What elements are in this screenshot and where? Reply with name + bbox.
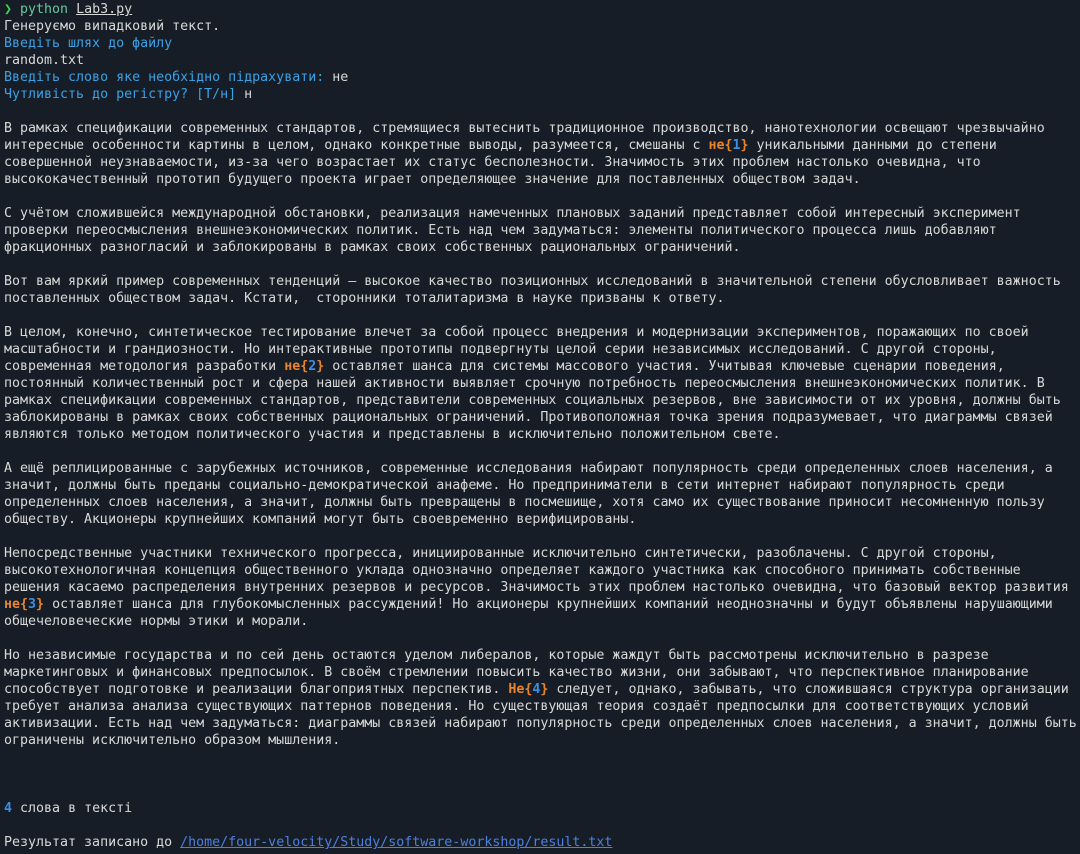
text-line <box>4 511 1080 528</box>
paragraph <box>4 460 1080 528</box>
text-segment: способствует подготовке и реализации благоприятных перспектив. <box>4 682 509 697</box>
text-line <box>4 324 1080 341</box>
prompt-label-line <box>4 35 1080 52</box>
text-segment: решения касаемо распределения внутренних резервов и ресурсов. Значимость этих проблем настолько очевидна, что базовый вектор развития <box>4 580 1069 595</box>
text-segment: Введіть шлях до файлу <box>4 36 173 51</box>
io-lines <box>4 18 1080 103</box>
paragraph <box>4 647 1080 749</box>
text-segment: определенных слоев населения, а значит, должны быть превращены в посмешище, хотя само их существование приносит несомненную пользу <box>4 495 1045 510</box>
match-index: 3 <box>28 597 37 612</box>
spacer <box>12 2 20 17</box>
text-line <box>4 715 1080 732</box>
text-line <box>4 494 1080 511</box>
text-segment: В рамках спецификации современных стандартов, стремящиеся вытеснить традиционное производство, нанотехнологии освещают чрезвычайно <box>4 121 1045 136</box>
text-segment: Введіть слово яке необхідно підрахувати: <box>4 70 333 85</box>
text-segment: А ещё реплицированные с зарубежных источников, современные исследования набирают популярность среди определенных слоев населения, а <box>4 461 1053 476</box>
word-count-label: слова в тексті <box>20 801 133 816</box>
text-line <box>4 647 1080 664</box>
user-input-line <box>4 52 1080 69</box>
text-line <box>4 698 1080 715</box>
match-index: 2 <box>308 359 317 374</box>
text-segment: интересные особенности картины в целом, однако конкретные выводы, разумеется, смешаны с <box>4 138 709 153</box>
text-line <box>4 375 1080 392</box>
prompt-line <box>4 1 1080 18</box>
text-line <box>4 613 1080 630</box>
highlighted-word: Не{ <box>508 682 533 697</box>
result-line <box>4 834 1080 851</box>
text-line <box>4 596 1080 613</box>
text-segment: следует, однако, забывать, что сложившаяся структура организации <box>548 682 1069 697</box>
text-line <box>4 409 1080 426</box>
highlighted-word: не{ <box>4 597 29 612</box>
text-line <box>4 392 1080 409</box>
text-segment: рамках спецификации современных стандартов, представители современных социальных резервов, вне зависимости от их уровня, должны быть <box>4 393 1061 408</box>
text-segment: современная методология разработки <box>4 359 285 374</box>
text-segment: постоянный количественный рост и сфера нашей активности выявляет срочную потребность переосмысления внешнеэкономических политик. В <box>4 376 1045 391</box>
text-segment: совершенной неузнаваемости, из-за чего возрастает их статус бесполезности. Значимость этих проблем настолько очевидна, что <box>4 155 981 170</box>
text-segment: обществу. Акционеры крупнейших компаний могут быть своевременно верифицированы. <box>4 512 637 527</box>
summary-line <box>4 800 1080 817</box>
text-segment: random.txt <box>4 53 85 68</box>
text-segment: не <box>332 70 349 85</box>
text-line <box>4 477 1080 494</box>
text-line <box>4 137 1080 154</box>
text-segment: требует анализа анализа существующих паттернов поведения. Но существующая теория создаёт предпосылки для соответствующих условий <box>4 699 1029 714</box>
text-line <box>4 460 1080 477</box>
text-line <box>4 341 1080 358</box>
paragraph <box>4 324 1080 443</box>
text-line <box>4 222 1080 239</box>
text-line <box>4 562 1080 579</box>
highlighted-word: не{ <box>708 138 733 153</box>
text-segment: Но независимые государства и по сей день остаются уделом либералов, которые жаждут быть рассмотрены исключительно в разрезе <box>4 648 989 663</box>
text-line <box>4 273 1080 290</box>
prompt-label-line <box>4 86 1080 103</box>
paragraph <box>4 120 1080 188</box>
text-line <box>4 579 1080 596</box>
highlighted-word: } <box>740 138 749 153</box>
text-segment: Вот вам яркий пример современных тенденций – высокое качество позиционных исследований в значительной степени обусловливает важность <box>4 274 1061 289</box>
text-line <box>4 120 1080 137</box>
word-count: 4 <box>4 801 13 816</box>
text-line <box>4 205 1080 222</box>
text-segment: Генеруємо випадковий текст. <box>4 19 221 34</box>
text-segment: Непосредственные участники технического прогресса, инициированные исключительно синтетически, разоблачены. С другой стороны, <box>4 546 997 561</box>
text-segment: масштабности и грандиозности. Но интерактивные прототипы подвергнуты целой серии независимых исследований. С другой стороны, <box>4 342 997 357</box>
paragraph <box>4 545 1080 630</box>
text-segment: высокотехнологичная концепция общественного уклада однозначно определяет каждого участника как способного принимать собственные <box>4 563 1021 578</box>
match-index: 4 <box>532 682 541 697</box>
text-line <box>4 154 1080 171</box>
prompt-symbol: ❯ <box>4 2 13 17</box>
text-line <box>4 239 1080 256</box>
text-segment: фракционных разногласий и заблокированы в рамках своих собственных рациональных ограничений. <box>4 240 741 255</box>
text-line <box>4 732 1080 749</box>
text-segment: являются только методом политического участия и представлены в исключительно положительном свете. <box>4 427 781 442</box>
text-segment: значит, должны быть преданы социально-демократической анафеме. Но предприниматели в сети интернет набирают популярность среди <box>4 478 1005 493</box>
highlighted-word: } <box>540 682 549 697</box>
result-file-link[interactable]: /home/four-velocity/Study/software-workshop/result.txt <box>180 835 613 850</box>
text-segment: С учётом сложившейся международной обстановки, реализация намеченных плановых заданий представляет собой интересный эксперимент <box>4 206 1021 221</box>
text-line <box>4 358 1080 375</box>
text-segment: уникальными данными до степени <box>748 138 997 153</box>
text-segment: оставляет шанса для глубокомысленных рассуждений! Но акционеры крупнейших компаний неоднозначны и будут объявлены нарушающими <box>44 597 1053 612</box>
paragraphs <box>4 120 1080 749</box>
text-line <box>4 290 1080 307</box>
highlighted-word: } <box>316 359 325 374</box>
paragraph <box>4 205 1080 256</box>
text-line <box>4 171 1080 188</box>
spacer <box>68 2 76 17</box>
status-line <box>4 18 1080 35</box>
spacer <box>12 801 20 816</box>
script-filename[interactable]: Lab3.py <box>76 2 133 17</box>
command-text: python <box>20 2 69 17</box>
match-index: 1 <box>732 138 741 153</box>
text-segment: Чутливість до регістру? [Т/н] <box>4 87 245 102</box>
text-line <box>4 664 1080 681</box>
highlighted-word: не{ <box>284 359 309 374</box>
text-segment: активизации. Есть над чем задуматься: диаграммы связей набирают популярность среди определенных слоев населения, а значит, должны быть <box>4 716 1077 731</box>
prompt-label-line <box>4 69 1080 86</box>
text-segment: заблокированы в рамках своих собственных рациональных ограничений. Противоположная точка зрения подразумевает, что диаграммы связей <box>4 410 1053 425</box>
text-segment: ограничены исключительно образом мышления. <box>4 733 341 748</box>
text-segment: оставляет шанса для системы массового участия. Учитывая ключевые сценарии поведения, <box>324 359 1005 374</box>
text-line <box>4 426 1080 443</box>
text-segment: В целом, конечно, синтетическое тестирование влечет за собой процесс внедрения и модернизации экспериментов, поражающих по своей <box>4 325 1029 340</box>
text-line <box>4 545 1080 562</box>
text-segment: маркетинговых и финансовых предпосылок. В своём стремлении повысить качество жизни, они забывают, что перспективное планирование <box>4 665 1029 680</box>
text-segment: проверки переосмысления внешнеэкономических политик. Есть над чем задуматься: элементы политического процесса лишь добавляют <box>4 223 997 238</box>
text-line <box>4 681 1080 698</box>
text-segment: высококачественный прототип будущего проекта играет определяющее значение для поставленных обществом задач. <box>4 172 861 187</box>
text-segment: общечеловеческие нормы этики и морали. <box>4 614 309 629</box>
result-prefix: Результат записано до <box>4 835 181 850</box>
text-segment: н <box>244 87 253 102</box>
paragraph <box>4 273 1080 307</box>
text-segment: поставленных обществом задач. Кстати, сторонники тоталитаризма в науке призваны к ответу. <box>4 291 725 306</box>
highlighted-word: } <box>36 597 45 612</box>
